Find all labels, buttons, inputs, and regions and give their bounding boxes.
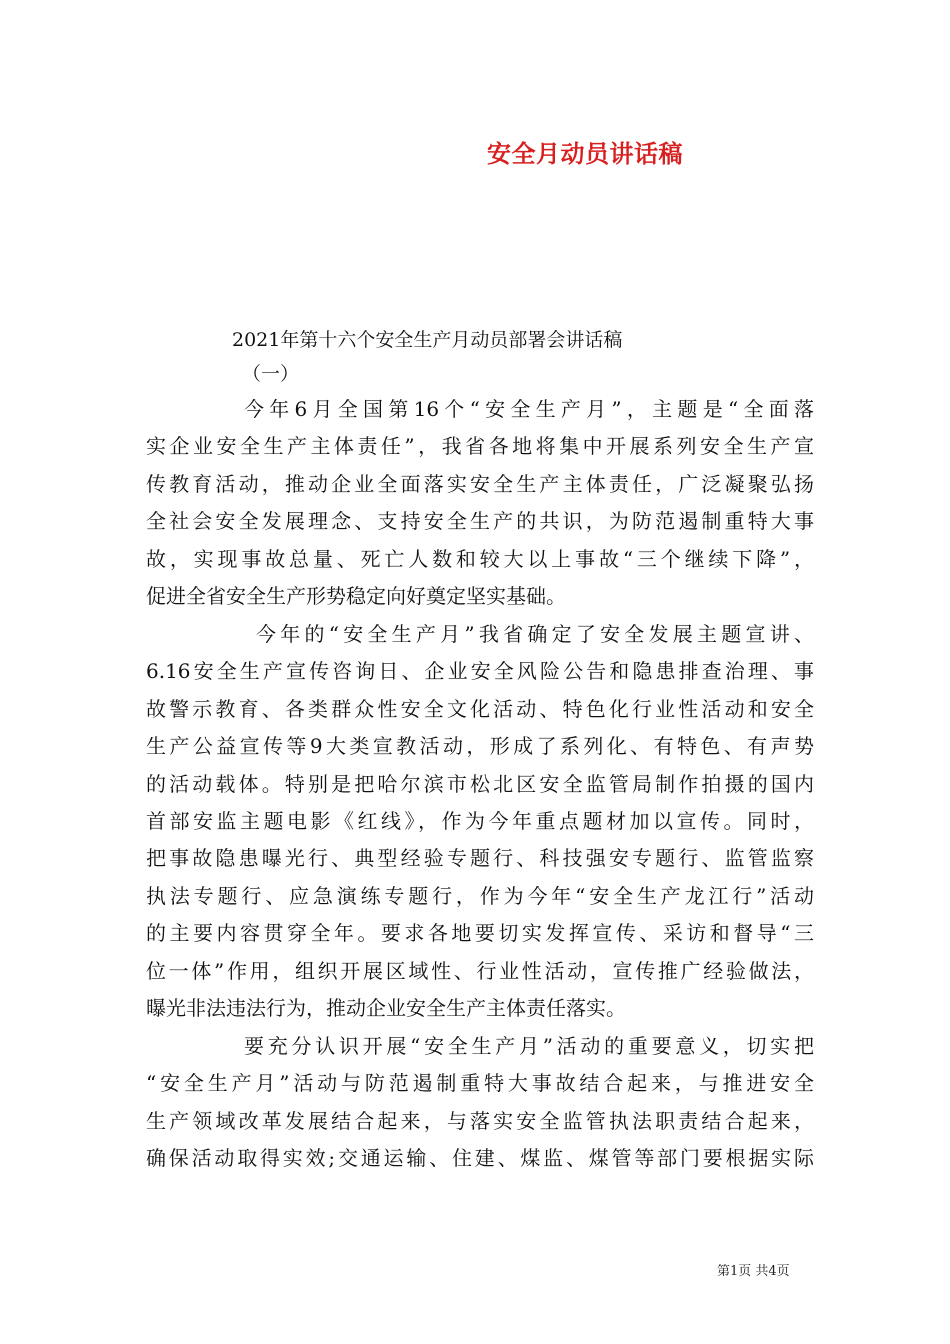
- paragraph-line: 曝光非法违法行为，推动企业安全生产主体责任落实。: [146, 996, 626, 1021]
- paragraph-line: 位一体”作用，组织开展区域性、行业性活动，宣传推广经验做法，: [146, 958, 814, 983]
- paragraph-line: 执法专题行、应急演练专题行，作为今年“安全生产龙江行”活动: [146, 883, 814, 908]
- paragraph-line: 生产公益宣传等9大类宣教活动，形成了系列化、有特色、有声势: [146, 734, 814, 759]
- page-footer: 第1页 共4页: [717, 1264, 790, 1279]
- document-title: 安全月动员讲话稿: [487, 140, 683, 168]
- paragraph-line: 6.16安全生产宣传咨询日、企业安全风险公告和隐患排查治理、事: [146, 659, 814, 684]
- paragraph-line: “安全生产月”活动与防范遏制重特大事故结合起来，与推进安全: [146, 1071, 814, 1096]
- paragraph-line: 要充分认识开展“安全生产月”活动的重要意义，切实把: [244, 1034, 814, 1058]
- document-subtitle: 2021年第十六个安全生产月动员部署会讲话稿: [232, 329, 623, 351]
- paragraph-line: 促进全省安全生产形势稳定向好奠定坚实基础。: [146, 584, 566, 609]
- paragraph-line: 故警示教育、各类群众性安全文化活动、特色化行业性活动和安全: [146, 696, 814, 721]
- paragraph-line: 实企业安全生产主体责任”，我省各地将集中开展系列安全生产宣: [146, 434, 814, 459]
- paragraph-line: 传教育活动，推动企业全面落实安全生产主体责任，广泛凝聚弘扬: [146, 471, 814, 496]
- section-number: （一）: [242, 363, 300, 385]
- paragraph-line: 确保活动取得实效;交通运输、住建、煤监、煤管等部门要根据实际: [146, 1146, 814, 1171]
- paragraph-line: 把事故隐患曝光行、典型经验专题行、科技强安专题行、监管监察: [146, 846, 814, 871]
- paragraph-line: 的主要内容贯穿全年。要求各地要切实发挥宣传、采访和督导“三: [146, 921, 814, 946]
- paragraph-line: 今年的“安全生产月”我省确定了安全发展主题宣讲、: [256, 622, 814, 646]
- paragraph-1: [146, 391, 814, 615]
- paragraph-line: 故，实现事故总量、死亡人数和较大以上事故“三个继续下降”，: [146, 546, 814, 571]
- paragraph-line: 全社会安全发展理念、支持安全生产的共识，为防范遏制重特大事: [146, 509, 814, 534]
- paragraph-line: 的活动载体。特别是把哈尔滨市松北区安全监管局制作拍摄的国内: [146, 771, 814, 796]
- paragraph-line: 今年6月全国第16个“安全生产月”，主题是“全面落: [244, 397, 814, 421]
- paragraph-2: [146, 616, 814, 1027]
- paragraph-line: 生产领域改革发展结合起来，与落实安全监管执法职责结合起来，: [146, 1108, 814, 1133]
- paragraph-3: [146, 1028, 814, 1178]
- paragraph-line: 首部安监主题电影《红线》，作为今年重点题材加以宣传。同时，: [146, 809, 814, 834]
